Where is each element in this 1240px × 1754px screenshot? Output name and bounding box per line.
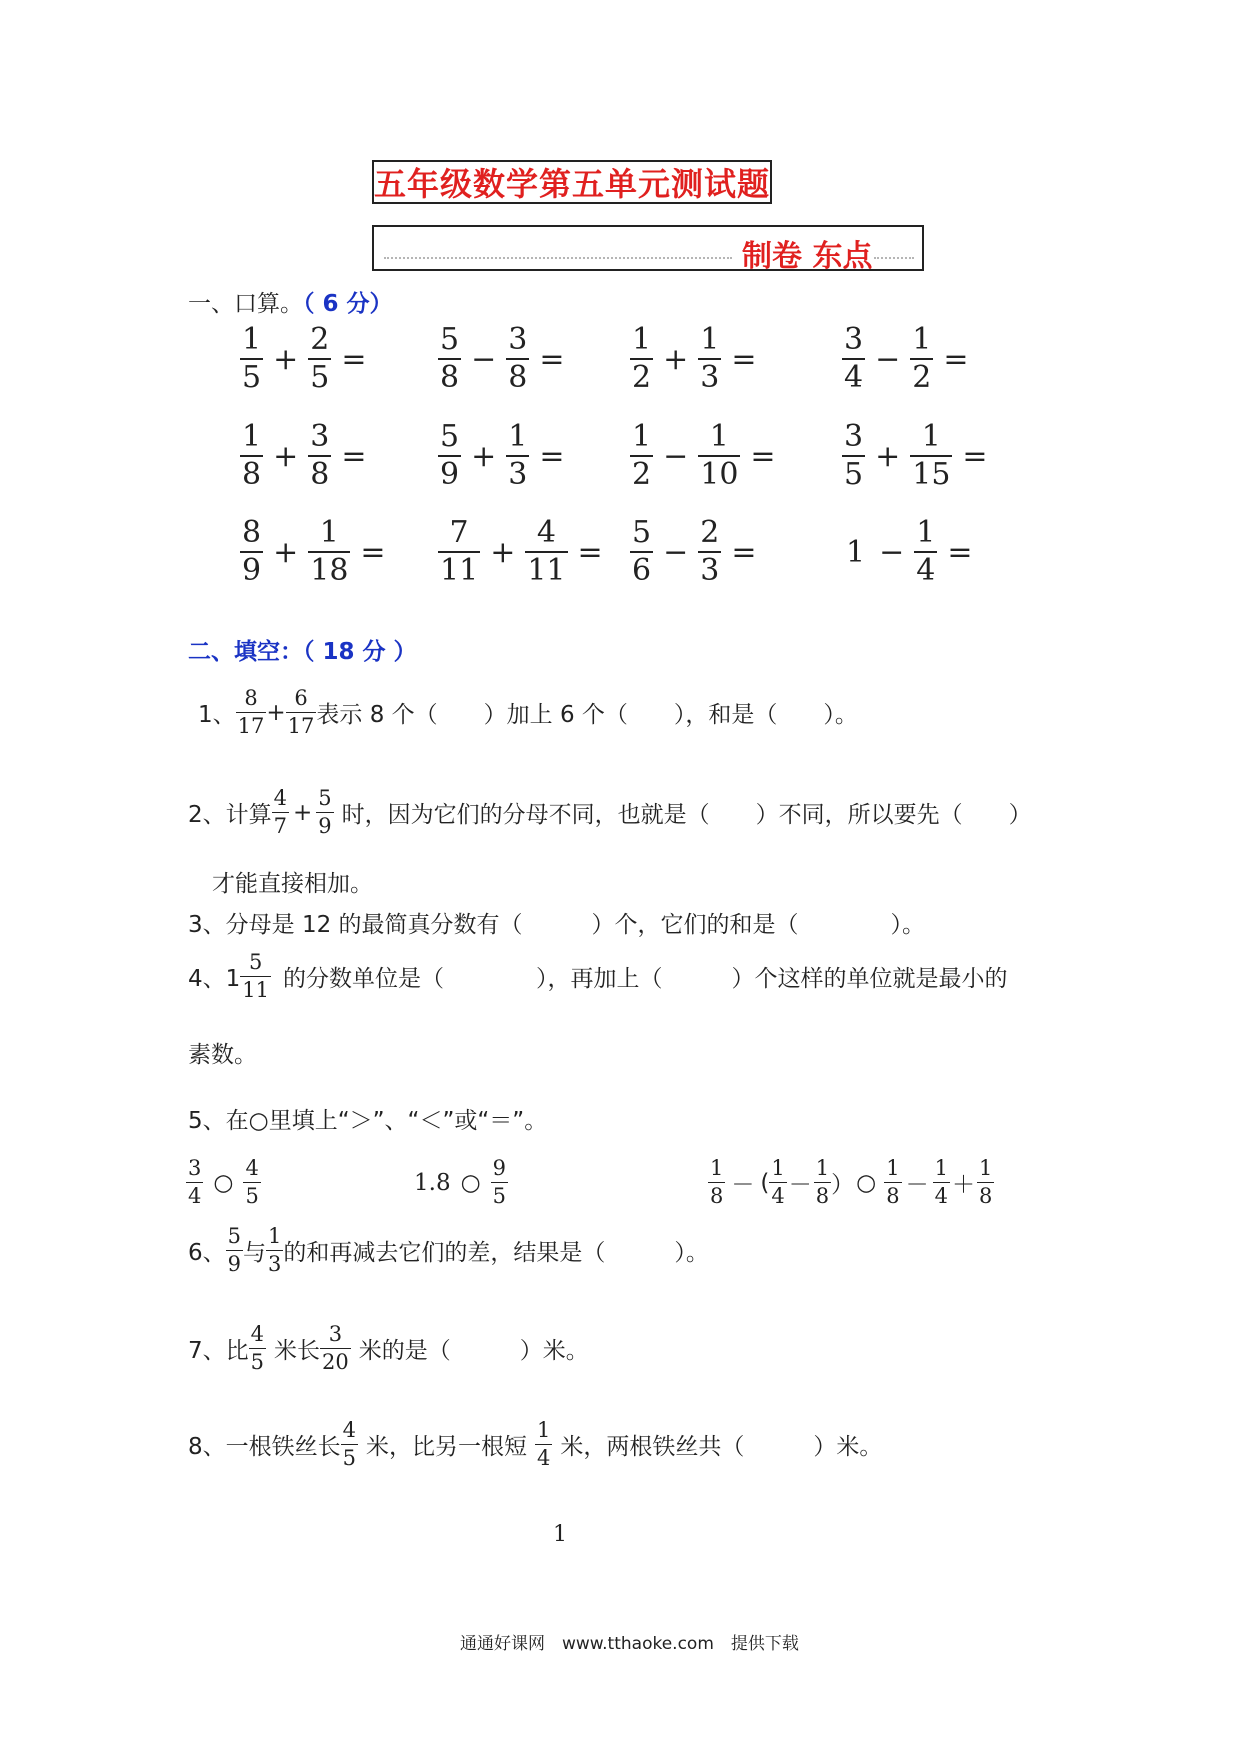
q2-prefix: 2、计算 bbox=[188, 802, 272, 828]
section1-score: 6 分 bbox=[314, 291, 370, 317]
q5b-left-value: 1.8 bbox=[414, 1169, 451, 1196]
q5c-minus-1: － bbox=[731, 1172, 755, 1198]
fraction-right: $\frac{1}{3}$ bbox=[508, 419, 528, 492]
mental-math-problem bbox=[438, 515, 607, 588]
equals-sign: = bbox=[962, 438, 988, 474]
operator: + bbox=[273, 534, 299, 570]
mental-math-problem bbox=[842, 322, 972, 395]
q6-text: 的和再减去它们的差，结果是（ ）。 bbox=[283, 1240, 709, 1266]
operator: + bbox=[273, 341, 299, 377]
fraction-right: $\frac{1}{15}$ bbox=[912, 419, 951, 492]
fraction-left: $\frac{5}{6}$ bbox=[632, 515, 652, 588]
mental-math-problem bbox=[842, 515, 976, 588]
fraction-left: $\frac{1}{2}$ bbox=[632, 419, 652, 492]
q6-fraction-1: $\frac{5}{9}$ bbox=[227, 1224, 242, 1276]
q5a-left-fraction: $\frac{3}{4}$ bbox=[188, 1156, 202, 1208]
operator: − bbox=[879, 534, 905, 570]
whole-number: 1 bbox=[846, 534, 866, 570]
question-5: 5、在○里填上“＞”、“＜”或“＝”。 bbox=[188, 1108, 548, 1134]
q4-text: 的分数单位是（ ），再加上（ ）个这样的单位就是最小的 bbox=[283, 966, 1008, 992]
operator: + bbox=[875, 438, 901, 474]
q1-fraction-1: $\frac{8}{17}$ bbox=[237, 686, 265, 738]
q2-fraction-1: $\frac{4}{7}$ bbox=[273, 786, 288, 838]
fraction-left: $\frac{7}{11}$ bbox=[440, 515, 479, 588]
mental-math-problem bbox=[842, 419, 992, 492]
q5c-fraction-1: $\frac{1}{8}$ bbox=[710, 1156, 724, 1208]
equals-sign: = bbox=[947, 534, 973, 570]
q5c-circle[interactable]: ○ bbox=[856, 1169, 877, 1196]
author-box bbox=[372, 225, 924, 274]
operator: + bbox=[490, 534, 516, 570]
fraction-left: $\frac{5}{8}$ bbox=[440, 322, 460, 395]
mental-math-problem bbox=[240, 515, 390, 588]
question-8 bbox=[188, 1420, 882, 1469]
mental-math-problem bbox=[240, 322, 370, 395]
fraction-right: $\frac{1}{4}$ bbox=[916, 515, 936, 588]
equals-sign: = bbox=[577, 534, 603, 570]
fraction-right: $\frac{1}{10}$ bbox=[700, 419, 739, 492]
q2-text: 时，因为它们的分母不同，也就是（ ）不同，所以要先（ ） bbox=[341, 802, 1032, 828]
page-number: 1 bbox=[553, 1522, 567, 1547]
mental-math-problem bbox=[240, 419, 370, 492]
q5-compare-a bbox=[186, 1158, 261, 1207]
q8-text: 米，两根铁丝共（ ）米。 bbox=[560, 1434, 883, 1460]
fraction-left: $\frac{3}{4}$ bbox=[844, 322, 864, 395]
q5b-right-fraction: $\frac{9}{5}$ bbox=[492, 1156, 507, 1208]
q5b-circle[interactable]: ○ bbox=[460, 1169, 481, 1196]
fraction-left: $\frac{1}{2}$ bbox=[632, 322, 652, 395]
q4-prefix: 4、1 bbox=[188, 966, 241, 992]
section1-score-open: （ bbox=[303, 291, 315, 317]
q8-mid: 米，比另一根短 bbox=[366, 1434, 528, 1460]
q1-text: 表示 8 个（ ）加上 6 个（ ），和是（ ）。 bbox=[316, 702, 858, 728]
equals-sign: = bbox=[360, 534, 386, 570]
q5c-open-paren: ( bbox=[760, 1169, 770, 1196]
fraction-right: $\frac{2}{5}$ bbox=[310, 322, 330, 395]
mental-math-problem bbox=[438, 322, 568, 395]
operator: − bbox=[875, 341, 901, 377]
equals-sign: = bbox=[731, 341, 757, 377]
q5c-close-paren: ） bbox=[831, 1172, 855, 1198]
section2-header: 二、填空：（ 18 分 ） bbox=[188, 639, 417, 665]
q2-plus: + bbox=[293, 799, 313, 826]
fraction-right: $\frac{3}{8}$ bbox=[310, 419, 330, 492]
question-1 bbox=[198, 688, 858, 737]
fraction-left: $\frac{8}{9}$ bbox=[242, 515, 262, 588]
footer-credit: 通通好课网 www.tthaoke.com 提供下载 bbox=[460, 1634, 799, 1654]
q5c-fraction-5: $\frac{1}{4}$ bbox=[934, 1156, 948, 1208]
equals-sign: = bbox=[731, 534, 757, 570]
q4-continuation: 素数。 bbox=[188, 1042, 257, 1068]
operator: − bbox=[663, 534, 689, 570]
q4-fraction: $\frac{5}{11}$ bbox=[242, 950, 270, 1002]
q5c-fraction-3: $\frac{1}{8}$ bbox=[815, 1156, 830, 1208]
section1-score-close: ） bbox=[369, 291, 393, 317]
section1-header bbox=[188, 285, 393, 318]
q7-fraction-2: $\frac{3}{20}$ bbox=[322, 1322, 349, 1374]
q7-fraction-1: $\frac{4}{5}$ bbox=[250, 1322, 265, 1374]
q5c-fraction-6: $\frac{1}{8}$ bbox=[978, 1156, 993, 1208]
mental-math-problem bbox=[630, 419, 780, 492]
fraction-left: $\frac{1}{8}$ bbox=[242, 419, 262, 492]
q1-plus: + bbox=[266, 699, 286, 726]
equals-sign: = bbox=[341, 341, 367, 377]
q5a-right-fraction: $\frac{4}{5}$ bbox=[245, 1156, 259, 1208]
equals-sign: = bbox=[539, 438, 565, 474]
section1-label: 一、口算。 bbox=[188, 291, 303, 317]
q1-number: 1、 bbox=[198, 702, 236, 728]
operator: − bbox=[471, 341, 497, 377]
author-label: 制卷 东点 bbox=[742, 239, 873, 274]
question-4 bbox=[188, 952, 1008, 1001]
q5c-fraction-2: $\frac{1}{4}$ bbox=[771, 1156, 785, 1208]
fraction-right: $\frac{3}{8}$ bbox=[508, 322, 528, 395]
mental-math-problem bbox=[630, 515, 760, 588]
q5c-minus-3: － bbox=[905, 1172, 929, 1198]
q5c-plus: ＋ bbox=[951, 1172, 975, 1198]
q7-text: 米的是（ ）米。 bbox=[358, 1338, 589, 1364]
fraction-left: $\frac{1}{5}$ bbox=[242, 322, 262, 395]
fraction-right: $\frac{1}{3}$ bbox=[700, 322, 720, 395]
q1-fraction-2: $\frac{6}{17}$ bbox=[287, 686, 315, 738]
q5-compare-c bbox=[708, 1158, 994, 1207]
question-2 bbox=[188, 788, 1032, 837]
q7-mid: 米长 bbox=[274, 1338, 321, 1364]
q5c-fraction-4: $\frac{1}{8}$ bbox=[886, 1156, 900, 1208]
fraction-right: $\frac{1}{18}$ bbox=[310, 515, 349, 588]
operator: + bbox=[471, 438, 497, 474]
dotted-line bbox=[384, 247, 732, 259]
q6-prefix: 6、 bbox=[188, 1240, 226, 1266]
fraction-right: $\frac{1}{2}$ bbox=[912, 322, 932, 395]
equals-sign: = bbox=[341, 438, 367, 474]
worksheet-title: 五年级数学第五单元测试题 bbox=[372, 160, 772, 204]
operator: − bbox=[663, 438, 689, 474]
fraction-left: $\frac{3}{5}$ bbox=[844, 419, 864, 492]
fraction-right: $\frac{4}{11}$ bbox=[527, 515, 566, 588]
q8-fraction-2: $\frac{1}{4}$ bbox=[537, 1418, 551, 1470]
equals-sign: = bbox=[539, 341, 565, 377]
q5-compare-b bbox=[414, 1158, 508, 1207]
q2-continuation: 才能直接相加。 bbox=[212, 871, 373, 897]
mental-math-problem bbox=[438, 419, 568, 492]
q5c-minus-2: － bbox=[788, 1172, 812, 1198]
q8-fraction-1: $\frac{4}{5}$ bbox=[342, 1418, 357, 1470]
fraction-right: $\frac{2}{3}$ bbox=[700, 515, 720, 588]
question-7 bbox=[188, 1324, 589, 1373]
equals-sign: = bbox=[750, 438, 776, 474]
dotted-line-end bbox=[874, 247, 914, 259]
question-6 bbox=[188, 1226, 709, 1275]
q2-fraction-2: $\frac{5}{9}$ bbox=[318, 786, 332, 838]
mental-math-problem bbox=[630, 322, 760, 395]
q6-fraction-2: $\frac{1}{3}$ bbox=[268, 1224, 282, 1276]
operator: + bbox=[273, 438, 299, 474]
fraction-left: $\frac{5}{9}$ bbox=[440, 419, 460, 492]
equals-sign: = bbox=[943, 341, 969, 377]
operator: + bbox=[663, 341, 689, 377]
q5a-circle[interactable]: ○ bbox=[213, 1169, 234, 1196]
q6-mid: 与 bbox=[243, 1240, 267, 1266]
question-3: 3、分母是 12 的最简真分数有（ ）个，它们的和是（ ）。 bbox=[188, 912, 926, 938]
q7-prefix: 7、比 bbox=[188, 1338, 249, 1364]
q8-prefix: 8、一根铁丝长 bbox=[188, 1434, 341, 1460]
